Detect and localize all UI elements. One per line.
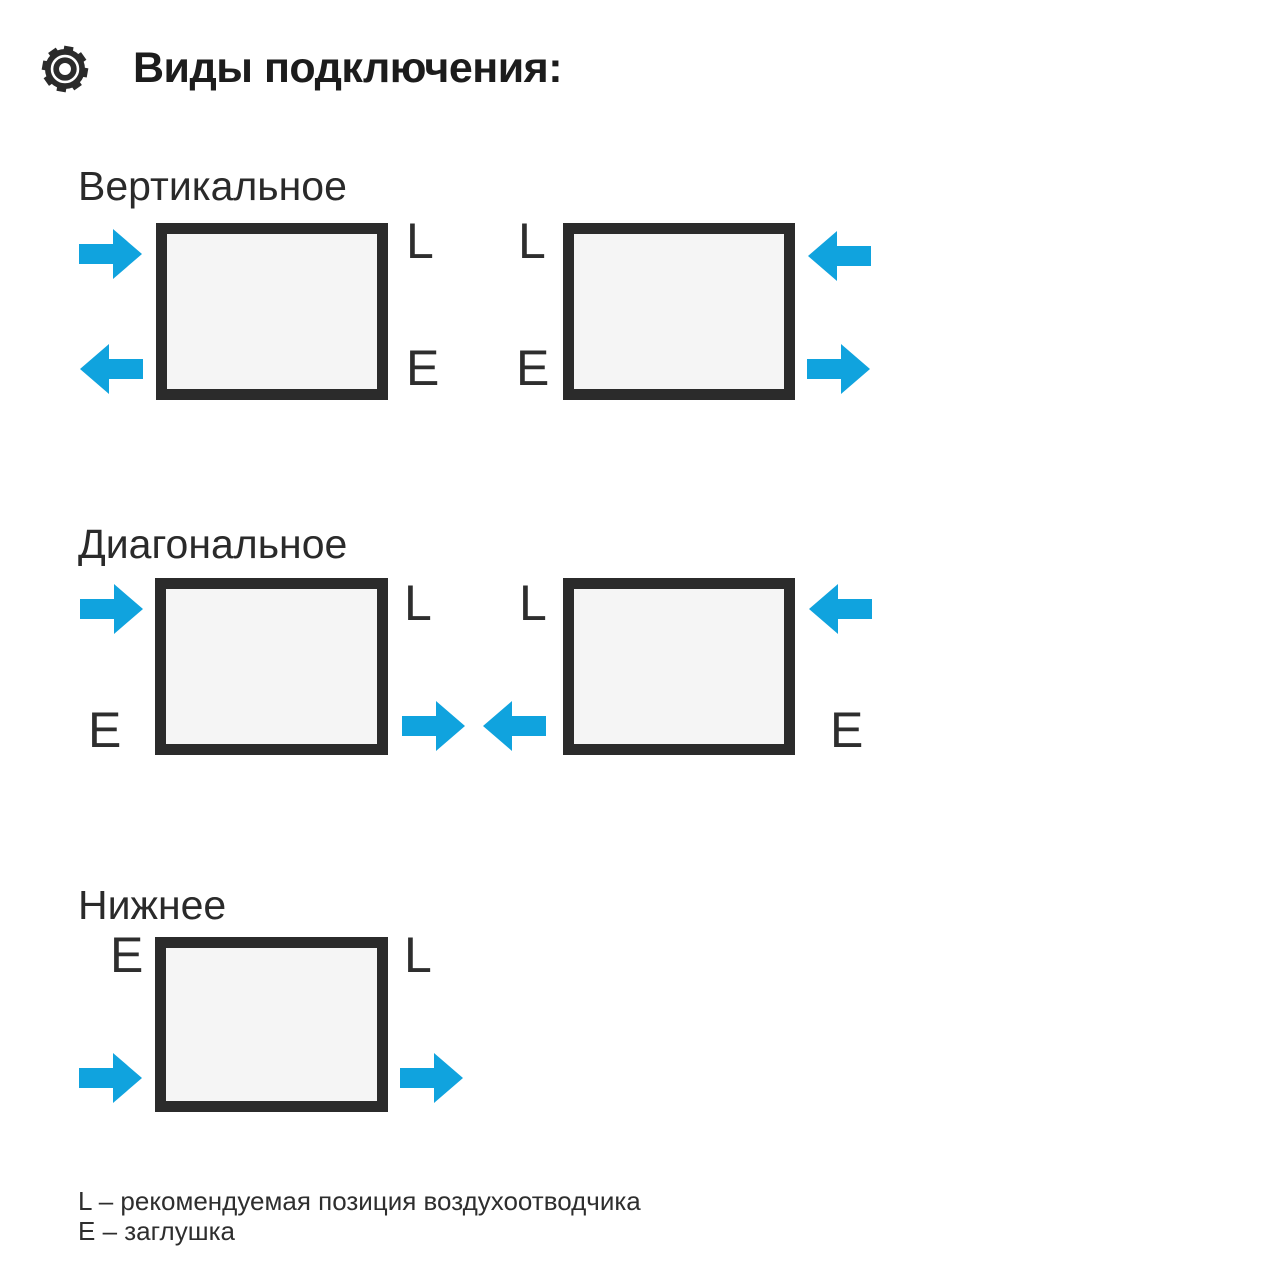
air-vent-label: L (404, 927, 432, 983)
air-vent-label: L (518, 213, 546, 269)
legend-air-vent: L – рекомендуемая позиция воздухоотводчика (78, 1186, 641, 1216)
air-vent-label: L (519, 575, 547, 631)
flow-out-arrow-icon (400, 1052, 464, 1104)
plug-label: E (110, 927, 144, 983)
flow-in-arrow-icon (807, 230, 871, 282)
radiator-frame (155, 937, 388, 1112)
air-vent-label: L (406, 213, 434, 269)
plug-label: E (406, 340, 440, 396)
air-vent-label: L (404, 575, 432, 631)
radiator-frame (563, 223, 795, 400)
flow-out-arrow-icon (807, 343, 871, 395)
plug-label: E (88, 702, 122, 758)
section-title-bottom: Нижнее (78, 882, 227, 928)
gear-icon (38, 42, 92, 96)
legend-plug: E – заглушка (78, 1216, 235, 1246)
section-title-vertical: Вертикальное (78, 163, 347, 209)
flow-out-arrow-icon (482, 700, 546, 752)
section-title-diagonal: Диагональное (78, 521, 348, 567)
flow-out-arrow-icon (402, 700, 466, 752)
flow-in-arrow-icon (80, 583, 144, 635)
radiator-frame (156, 223, 388, 400)
plug-label: E (516, 340, 550, 396)
plug-label: E (830, 702, 864, 758)
page-title: Виды подключения: (133, 44, 563, 92)
radiator-frame (563, 578, 795, 755)
radiator-frame (155, 578, 388, 755)
legend (78, 1186, 641, 1246)
flow-in-arrow-icon (79, 1052, 143, 1104)
flow-out-arrow-icon (79, 343, 143, 395)
flow-in-arrow-icon (808, 583, 872, 635)
flow-in-arrow-icon (79, 228, 143, 280)
